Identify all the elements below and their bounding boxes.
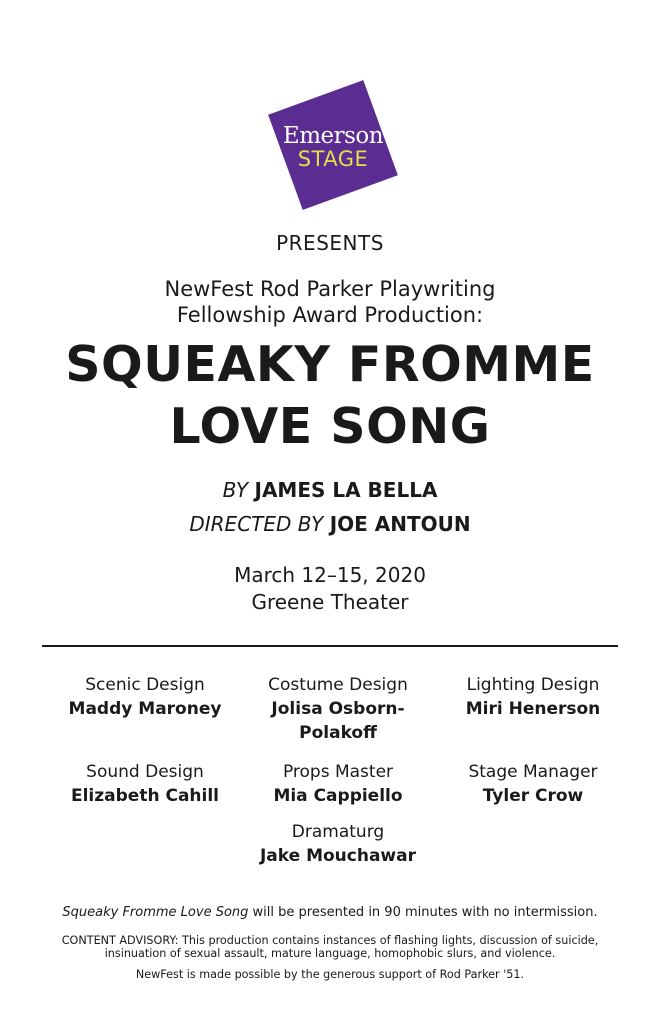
event-venue: Greene Theater	[251, 590, 409, 614]
crew-role: Costume Design	[268, 675, 408, 695]
crew-credit-scenic	[40, 673, 250, 721]
crew-name: Tyler Crow	[482, 786, 584, 806]
runtime-play-title: Squeaky Fromme Love Song	[62, 905, 249, 920]
play-title	[0, 334, 660, 458]
crew-credit-lighting	[428, 673, 638, 721]
logo-stage: STAGE	[297, 147, 369, 171]
logo-emerson: Emerson	[282, 123, 384, 149]
crew-name: Mia Cappiello	[273, 786, 403, 806]
director-name: JOE ANTOUN	[329, 512, 471, 536]
crew-role: Lighting Design	[466, 675, 600, 695]
playwright-name: JAMES LA BELLA	[254, 478, 438, 502]
title-line-2: LOVE SONG	[169, 398, 491, 455]
subtitle-line-2: Fellowship Award Production:	[176, 303, 484, 327]
directed-by-label: DIRECTED BY	[189, 512, 324, 536]
crew-role: Props Master	[282, 762, 394, 782]
production-subtitle	[0, 276, 660, 328]
advisory-line-2: insinuation of sexual assault, mature language, homophobic slurs, and violence.	[104, 947, 556, 960]
crew-name: Jake Mouchawar	[259, 846, 416, 866]
divider-rule	[42, 645, 618, 647]
presents-label: PRESENTS	[276, 231, 384, 255]
crew-role: Stage Manager	[468, 762, 598, 782]
crew-credit-stage-manager	[428, 760, 638, 808]
crew-name: Maddy Maroney	[68, 699, 222, 719]
event-info	[0, 562, 660, 616]
crew-name: Elizabeth Cahill	[70, 786, 219, 806]
by-label: BY	[222, 478, 249, 502]
crew-credit-dramaturg	[233, 820, 443, 868]
support-note: NewFest is made possible by the generous support of Rod Parker '51.	[135, 968, 525, 981]
crew-credit-props	[233, 760, 443, 808]
crew-credit-costume	[233, 673, 443, 745]
playwright-credit	[0, 478, 660, 502]
crew-role: Scenic Design	[85, 675, 205, 695]
crew-role: Sound Design	[86, 762, 204, 782]
emerson-stage-logo	[268, 80, 398, 210]
runtime-note	[0, 906, 660, 919]
content-advisory	[0, 934, 660, 960]
advisory-line-1: CONTENT ADVISORY: This production contains instances of flashing lights, discussion of suicide,	[61, 934, 599, 947]
subtitle-line-1: NewFest Rod Parker Playwriting	[164, 277, 496, 301]
event-dates: March 12–15, 2020	[234, 563, 426, 587]
crew-name: Miri Henerson	[465, 699, 601, 719]
director-credit	[0, 512, 660, 536]
runtime-text: will be presented in 90 minutes with no intermission.	[248, 905, 598, 920]
crew-role: Dramaturg	[291, 822, 385, 842]
logo-text	[268, 124, 398, 170]
title-line-1: SQUEAKY FROMME	[65, 336, 595, 393]
crew-credit-sound	[40, 760, 250, 808]
crew-name: Jolisa Osborn- Polakoff	[271, 699, 405, 743]
